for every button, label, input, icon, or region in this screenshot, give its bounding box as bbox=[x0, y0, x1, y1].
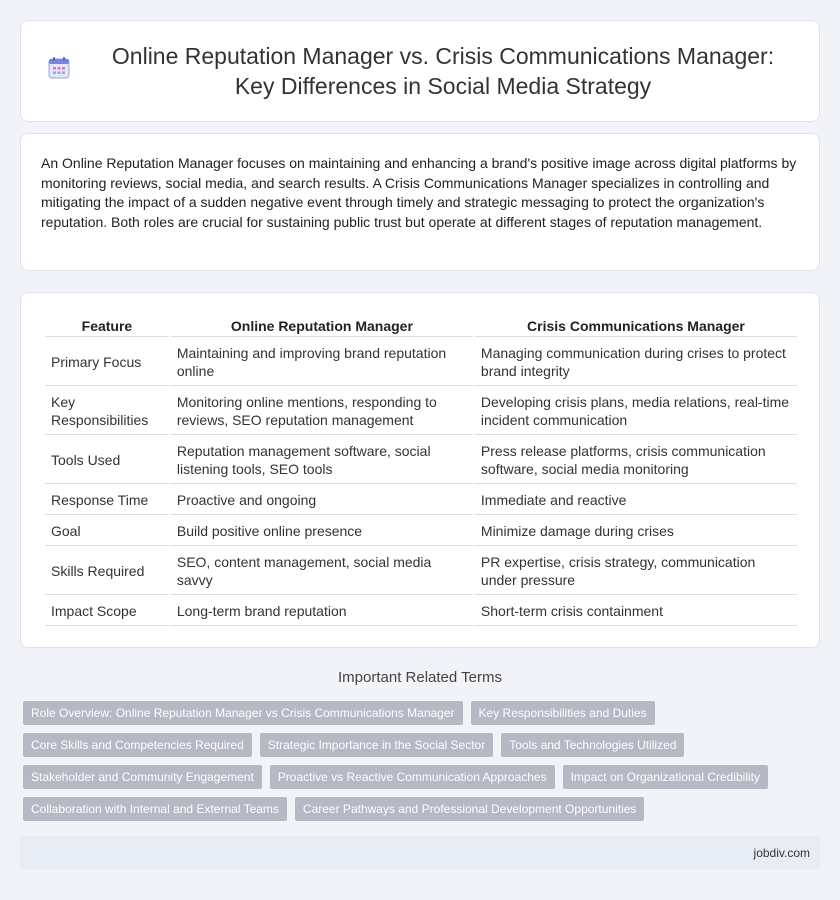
intro-paragraph: An Online Reputation Manager focuses on maintaining and enhancing a brand's positive image across digital platforms by monitoring reviews, social media, and search results. A Crisis Communications Manager specializes in controlling and mitigating the impact of a sudden negative event through timely and strategic messaging to protect the organization's reputation. Both roles are crucial for sustaining public trust but operate at different stages of reputation management. bbox=[41, 155, 797, 230]
header-card bbox=[20, 20, 820, 122]
header-online-reputation-manager: Online Reputation Manager bbox=[171, 315, 473, 337]
header-crisis-communications-manager: Crisis Communications Manager bbox=[475, 315, 797, 337]
intro-card bbox=[20, 133, 820, 271]
page-title: Online Reputation Manager vs. Crisis Communications Manager: Key Differences in Social Media Strategy bbox=[111, 43, 775, 99]
table-row bbox=[45, 388, 797, 435]
tag-row bbox=[23, 765, 823, 789]
related-term-tag[interactable]: Tools and Technologies Utilized bbox=[501, 733, 684, 757]
table-header-row bbox=[45, 315, 797, 337]
table-cell: SEO, content management, social media savvy bbox=[171, 548, 473, 595]
table-cell: Immediate and reactive bbox=[475, 486, 797, 515]
table-row bbox=[45, 597, 797, 626]
table-cell: Long-term brand reputation bbox=[171, 597, 473, 626]
table-row bbox=[45, 517, 797, 546]
related-term-tag[interactable]: Impact on Organizational Credibility bbox=[563, 765, 768, 789]
table-row bbox=[45, 486, 797, 515]
tag-row bbox=[23, 733, 823, 757]
table-cell: Developing crisis plans, media relations, real-time incident communication bbox=[475, 388, 797, 435]
calendar-icon bbox=[47, 56, 71, 80]
related-term-tag[interactable]: Strategic Importance in the Social Sector bbox=[260, 733, 493, 757]
table-cell: PR expertise, crisis strategy, communication under pressure bbox=[475, 548, 797, 595]
table-cell: Managing communication during crises to protect brand integrity bbox=[475, 339, 797, 386]
table-cell: Response Time bbox=[45, 486, 169, 515]
table-cell: Skills Required bbox=[45, 548, 169, 595]
table-cell: Proactive and ongoing bbox=[171, 486, 473, 515]
footer-bar bbox=[20, 836, 820, 870]
related-terms-title: Important Related Terms bbox=[338, 669, 502, 686]
tag-row bbox=[23, 797, 823, 821]
table-cell: Maintaining and improving brand reputation online bbox=[171, 339, 473, 386]
table-row bbox=[45, 548, 797, 595]
comparison-table bbox=[43, 313, 799, 628]
related-term-tag[interactable]: Core Skills and Competencies Required bbox=[23, 733, 252, 757]
related-term-tag[interactable]: Collaboration with Internal and External Teams bbox=[23, 797, 287, 821]
table-row bbox=[45, 437, 797, 484]
title-wrap bbox=[47, 41, 793, 101]
footer-site-link[interactable]: jobdiv.com bbox=[753, 846, 810, 860]
table-cell: Short-term crisis containment bbox=[475, 597, 797, 626]
related-term-tag[interactable]: Proactive vs Reactive Communication Approaches bbox=[270, 765, 555, 789]
table-cell: Tools Used bbox=[45, 437, 169, 484]
table-cell: Impact Scope bbox=[45, 597, 169, 626]
header-feature: Feature bbox=[45, 315, 169, 337]
tag-row bbox=[23, 701, 823, 725]
table-cell: Key Responsibilities bbox=[45, 388, 169, 435]
related-terms-list bbox=[23, 701, 823, 829]
related-term-tag[interactable]: Role Overview: Online Reputation Manager vs Crisis Communications Manager bbox=[23, 701, 463, 725]
related-term-tag[interactable]: Stakeholder and Community Engagement bbox=[23, 765, 262, 789]
table-cell: Goal bbox=[45, 517, 169, 546]
comparison-table-card bbox=[20, 292, 820, 648]
table-cell: Monitoring online mentions, responding to reviews, SEO reputation management bbox=[171, 388, 473, 435]
table-cell: Reputation management software, social listening tools, SEO tools bbox=[171, 437, 473, 484]
table-cell: Minimize damage during crises bbox=[475, 517, 797, 546]
table-row bbox=[45, 339, 797, 386]
table-cell: Primary Focus bbox=[45, 339, 169, 386]
table-cell: Press release platforms, crisis communication software, social media monitoring bbox=[475, 437, 797, 484]
table-cell: Build positive online presence bbox=[171, 517, 473, 546]
related-term-tag[interactable]: Key Responsibilities and Duties bbox=[471, 701, 655, 725]
related-term-tag[interactable]: Career Pathways and Professional Development Opportunities bbox=[295, 797, 645, 821]
